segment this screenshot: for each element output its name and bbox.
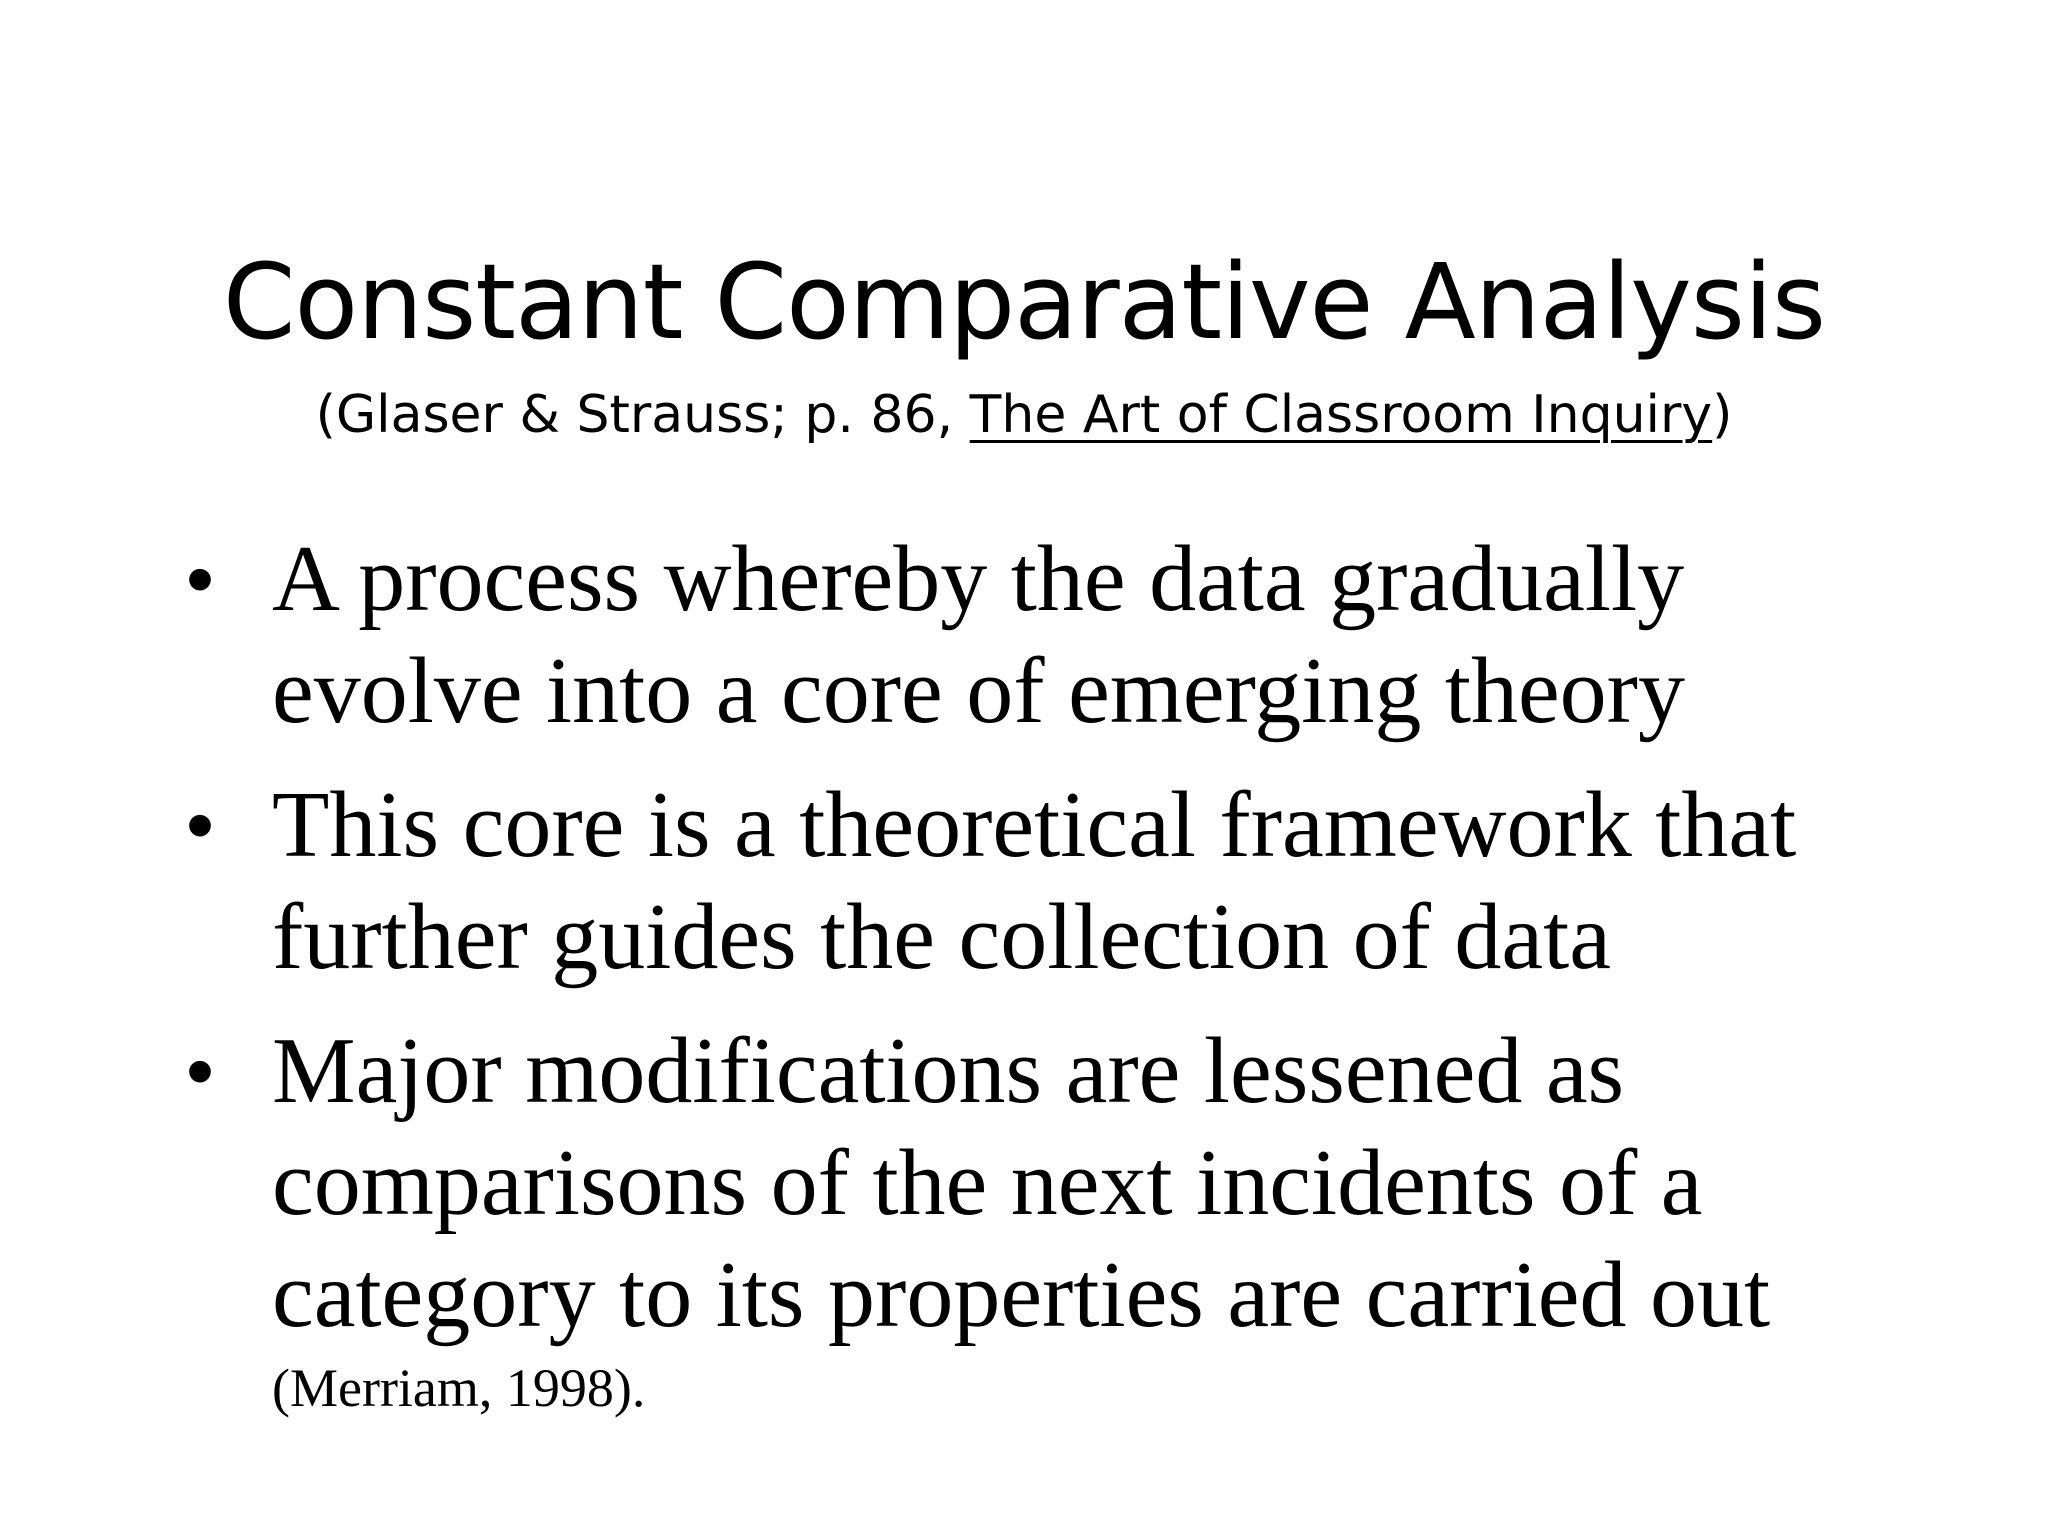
book-title: The Art of Classroom Inquiry [969,385,1713,445]
slide-subtitle [0,382,2048,448]
bullet-list [180,523,2000,1445]
bullet-item [180,1015,2000,1423]
slide-title: Constant Comparative Analysis [222,241,1826,363]
citation: (Merriam, 1998). [272,1358,646,1418]
bullet-icon: • [186,534,215,623]
bullet-item [180,769,2000,993]
bullet-line: further guides the collection of data [272,885,1611,989]
bullet-line: evolve into a core of emerging theory [272,639,1685,743]
bullet-line: comparisons of the next incidents of a [272,1131,1703,1235]
bullet-icon: • [186,1026,215,1115]
subtitle-prefix: (Glaser & Strauss; p. 86, [315,385,970,445]
subtitle-suffix: ) [1712,385,1733,445]
bullet-icon: • [186,780,215,869]
bullet-line: Major modifications are lessened as [272,1019,1625,1123]
bullet-item [180,523,2000,747]
bullet-line: category to its properties are carried out [272,1243,1771,1347]
bullet-line: This core is a theoretical framework that [272,773,1797,877]
bullet-line: A process whereby the data gradually [272,527,1685,631]
